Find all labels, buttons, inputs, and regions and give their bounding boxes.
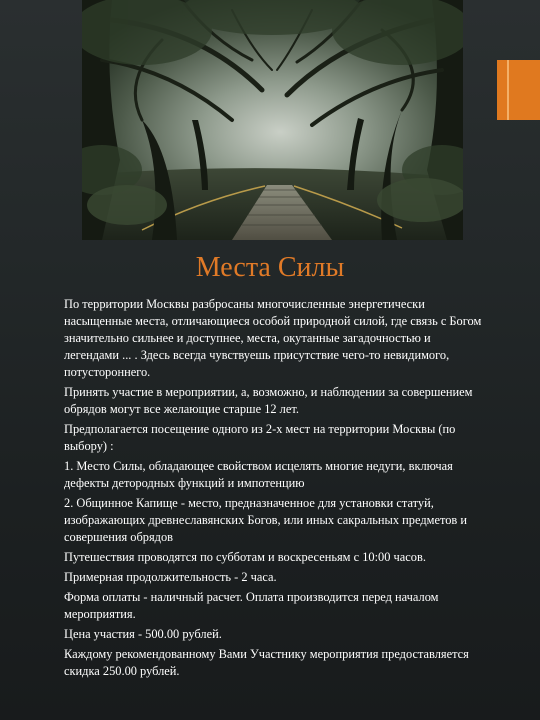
accent-bar xyxy=(497,60,540,120)
paragraph-price: Цена участия - 500.00 рублей. xyxy=(64,627,222,641)
paragraph-participation: Принять участие в мероприятии, а, возможно, и наблюдении за совершением обрядов могут все желающие старше 12 лет. xyxy=(64,385,473,416)
paragraph-intro: По территории Москвы разбросаны многочисленные энергетически насыщенные места, отличающиеся особой природной силой, где связь с Богом значительно сильнее и доступнее, места, окутанные загадочностью и легендами ... . Здесь всегда чувствуешь присутствие чего-то невидимого, потустороннего. xyxy=(64,297,482,379)
paragraph-discount: Каждому рекомендованному Вами Участнику мероприятия предоставляется скидка 250.00 рублей. xyxy=(64,647,469,678)
paragraph-payment: Форма оплаты - наличный расчет. Оплата производится перед началом мероприятия. xyxy=(64,590,439,621)
forest-photo xyxy=(82,0,463,240)
accent-line xyxy=(507,60,509,120)
paragraph-schedule: Путешествия проводятся по субботам и воскресеньям с 10:00 часов. xyxy=(64,550,426,564)
paragraph-place-2: 2. Общинное Капище - место, предназначенное для установки статуй, изображающих древнеславянских Богов, или иных сакральных предметов и совершения обрядов xyxy=(64,496,467,544)
paragraph-duration: Примерная продолжительность - 2 часа. xyxy=(64,570,277,584)
paragraph-places: Предполагается посещение одного из 2-х мест на территории Москвы (по выбору) : xyxy=(64,422,456,453)
body-text xyxy=(64,296,482,683)
slide-title: Места Силы xyxy=(195,252,345,283)
paragraph-place-1: 1. Место Силы, обладающее свойством исцелять многие недуги, включая дефекты детородных функций и импотенцию xyxy=(64,459,453,490)
